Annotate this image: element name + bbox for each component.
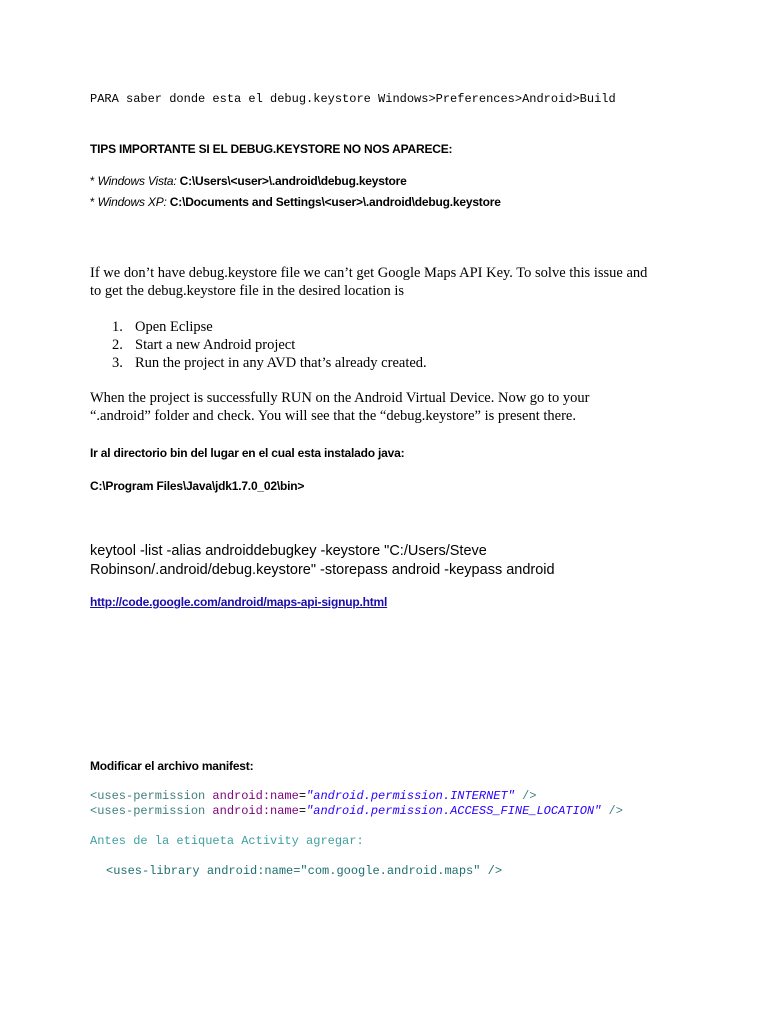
manifest-heading: Modificar el archivo manifest: — [90, 759, 254, 773]
avd-paragraph: When the project is successfully RUN on the Android Virtual Device. Now go to your “.android” folder and check. You will see that the “debug.keystore” is present there. — [90, 390, 590, 424]
permission-location-line: <uses-permission android:name="android.permission.ACCESS_FINE_LOCATION" /> — [90, 804, 623, 818]
java-bin-path: C:\Program Files\Java\jdk1.7.0_02\bin> — [90, 479, 305, 493]
java-dir-heading: Ir al directorio bin del lugar en el cual esta instalado java: — [90, 446, 405, 460]
maps-signup-link-row — [90, 595, 387, 609]
steps-list — [90, 318, 427, 372]
keystore-location-line: PARA saber donde esta el debug.keystore Windows>Preferences>Android>Build — [90, 92, 616, 106]
tip-windows-vista: * Windows Vista: C:\Users\<user>\.android\debug.keystore — [90, 174, 407, 188]
tip-windows-xp: * Windows XP: C:\Documents and Settings\<user>\.android\debug.keystore — [90, 195, 501, 209]
intro-paragraph: If we don’t have debug.keystore file we can’t get Google Maps API Key. To solve this issue and to get the debug.keystore file in the desired location is — [90, 265, 648, 299]
list-item: 2. Start a new Android project — [112, 337, 296, 353]
list-item: 1. Open Eclipse — [112, 319, 213, 335]
activity-note: Antes de la etiqueta Activity agregar: — [90, 834, 364, 848]
permission-internet-line: <uses-permission android:name="android.permission.INTERNET" /> — [90, 789, 537, 803]
tips-heading: TIPS IMPORTANTE SI EL DEBUG.KEYSTORE NO NOS APARECE: — [90, 142, 453, 156]
list-item: 3. Run the project in any AVD that’s already created. — [112, 355, 427, 371]
maps-signup-link[interactable]: http://code.google.com/android/maps-api-signup.html — [90, 595, 388, 609]
keytool-command: keytool -list -alias androiddebugkey -keystore "C:/Users/Steve Robinson/.android/debug.keystore" -storepass android -keypass android — [90, 543, 555, 578]
uses-library-line: <uses-library android:name="com.google.android.maps" /> — [106, 864, 503, 878]
